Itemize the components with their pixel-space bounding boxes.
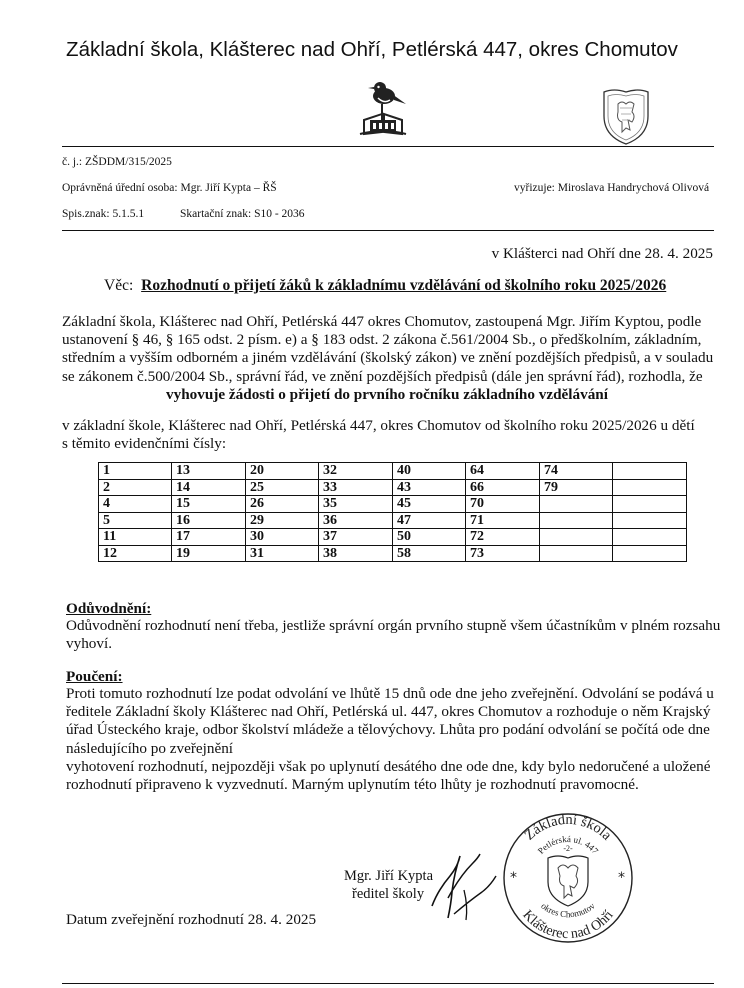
footer-divider [62, 983, 714, 984]
table-cell: 33 [319, 479, 393, 496]
table-cell: 31 [246, 545, 319, 562]
table-cell: 30 [246, 529, 319, 546]
table-cell [613, 463, 687, 480]
table-cell: 4 [99, 496, 172, 513]
table-cell: 72 [466, 529, 540, 546]
table-cell: 11 [99, 529, 172, 546]
instruction-line: následujícího po zveřejnění [66, 739, 234, 757]
table-cell [540, 545, 613, 562]
stamp-mid-text: Petlérská ul. 447 [535, 833, 601, 856]
stamp-number: -2- [563, 844, 573, 853]
table-cell: 1 [99, 463, 172, 480]
authorized-person: Oprávněná úřední osoba: Mgr. Jiří Kypta – ŘŠ [62, 182, 277, 194]
table-cell: 58 [393, 545, 466, 562]
table-cell: 50 [393, 529, 466, 546]
decision-statement: vyhovuje žádosti o přijetí do prvního ročníku základního vzdělávání [166, 386, 608, 403]
intro-line: středním a vyšším odborném a jiném vzdělávání (školský zákon) ve znění pozdějších předpisů, a v souladu [62, 349, 714, 367]
table-cell: 16 [172, 512, 246, 529]
table-cell [613, 529, 687, 546]
table-cell: 43 [393, 479, 466, 496]
table-cell: 20 [246, 463, 319, 480]
table-row [99, 463, 687, 480]
table-cell [540, 529, 613, 546]
table-cell [613, 512, 687, 529]
school-header: Základní škola, Klášterec nad Ohří, Petlérská 447, okres Chomutov [66, 38, 678, 61]
table-cell: 64 [466, 463, 540, 480]
table-cell: 13 [172, 463, 246, 480]
intro-line: se zákonem č.500/2004 Sb., správní řád, ve znění pozdějších předpisů (dále jen správní řád), rozhodla, že [62, 367, 703, 385]
stamp-district-text: okres Chomutov [539, 900, 597, 920]
instruction-line: Proti tomuto rozhodnutí lze podat odvolání ve lhůtě 15 dnů ode dne jeho zveřejnění. Odvolání se podává u [66, 685, 714, 702]
file-mark: Spis.znak: 5.1.5.1 [62, 208, 145, 220]
school-line: v základní škole, Klášterec nad Ohří, Petlérská 447, okres Chomutov od školního roku 2025/2026 u dětí [62, 417, 695, 434]
shredding-mark: Skartační znak: S10 - 2036 [180, 208, 305, 220]
table-cell: 35 [319, 496, 393, 513]
reference-number: č. j.: ZŠDDM/315/2025 [62, 156, 172, 168]
table-cell: 70 [466, 496, 540, 513]
handled-by: vyřizuje: Miroslava Handrychová Olivová [514, 182, 710, 194]
table-cell: 45 [393, 496, 466, 513]
table-row [99, 545, 687, 562]
table-cell: 14 [172, 479, 246, 496]
table-cell: 15 [172, 496, 246, 513]
table-row [99, 479, 687, 496]
instruction-line: úřad Ústeckého kraje, odbor školství mládeže a tělovýchovy. Lhůta pro podání odvolání se počítá ode dne [66, 721, 710, 739]
table-cell: 29 [246, 512, 319, 529]
subject-text: Rozhodnutí o přijetí žáků k základnímu vzdělávání od školního roku 2025/2026 [141, 277, 667, 294]
table-cell: 71 [466, 512, 540, 529]
table-cell [613, 496, 687, 513]
table-cell: 40 [393, 463, 466, 480]
instruction-line: vyhotovení rozhodnutí, nejpozději však po uplynutí desátého dne ode dne, kdy bylo nedoručené a uložené [66, 757, 711, 775]
table-cell: 79 [540, 479, 613, 496]
justification-line: Odůvodnění rozhodnutí není třeba, jestliže správní orgán prvního stupně všem účastníkům v plném rozsahu [66, 617, 721, 634]
coat-of-arms-icon [600, 86, 652, 146]
intro-line: ustanovení § 46, § 165 odst. 2 písm. e) a § 183 odst. 2 zákona č.561/2004 Sb., o předškolním, základním, [62, 331, 702, 349]
table-cell [540, 512, 613, 529]
table-cell: 47 [393, 512, 466, 529]
table-cell: 36 [319, 512, 393, 529]
evidence-numbers-table [98, 462, 687, 562]
table-cell [613, 545, 687, 562]
subject-label: Věc: [104, 277, 134, 294]
table-row [99, 529, 687, 546]
header-divider [62, 146, 714, 147]
table-cell: 25 [246, 479, 319, 496]
table-cell: 2 [99, 479, 172, 496]
table-cell: 38 [319, 545, 393, 562]
instruction-heading: Poučení: [66, 668, 123, 685]
school-logo-icon [356, 74, 410, 136]
svg-text:*: * [510, 870, 517, 886]
stamp-bottom-text: Klášterec nad Ohří [519, 907, 617, 943]
subject-line [104, 277, 666, 295]
signatory-role: ředitel školy [352, 886, 425, 902]
school-paragraph [62, 417, 722, 453]
instruction-line: rozhodnutí připraveno k vyzvednutí. Marným uplynutím této lhůty je rozhodnutí pravomocné. [66, 776, 639, 794]
instruction-line: ředitele Základní školy Klášterec nad Ohří, Petlérská ul. 447, okres Chomutov a rozhoduje o něm Krajský [66, 703, 711, 721]
table-cell: 66 [466, 479, 540, 496]
intro-line: Základní škola, Klášterec nad Ohří, Petlérská 447 okres Chomutov, zastoupená Mgr. Jiřím Kyptou, podle [62, 313, 702, 330]
signature-block [344, 867, 433, 903]
signature-icon [424, 846, 500, 924]
meta-divider [62, 230, 714, 231]
justification-line: vyhoví. [66, 635, 112, 653]
school-line: s těmito evidenčními čísly: [62, 435, 227, 453]
intro-paragraph [62, 313, 722, 386]
justification-heading: Odůvodnění: [66, 600, 152, 617]
instruction-paragraph [66, 685, 726, 794]
signatory-name: Mgr. Jiří Kypta [344, 868, 434, 884]
table-cell: 32 [319, 463, 393, 480]
table-cell: 73 [466, 545, 540, 562]
table-cell: 74 [540, 463, 613, 480]
table-cell [540, 496, 613, 513]
table-cell: 19 [172, 545, 246, 562]
table-cell [613, 479, 687, 496]
place-date: v Klášterci nad Ohří dne 28. 4. 2025 [491, 245, 713, 262]
publication-date: Datum zveřejnění rozhodnutí 28. 4. 2025 [66, 911, 317, 928]
table-row [99, 512, 687, 529]
justification-paragraph [66, 617, 726, 653]
svg-text:*: * [618, 870, 625, 886]
table-cell: 37 [319, 529, 393, 546]
table-cell: 5 [99, 512, 172, 529]
official-stamp-icon [498, 802, 638, 952]
stamp-top-text: Základní škola [521, 811, 615, 844]
table-cell: 17 [172, 529, 246, 546]
table-cell: 26 [246, 496, 319, 513]
table-cell: 12 [99, 545, 172, 562]
table-row [99, 496, 687, 513]
